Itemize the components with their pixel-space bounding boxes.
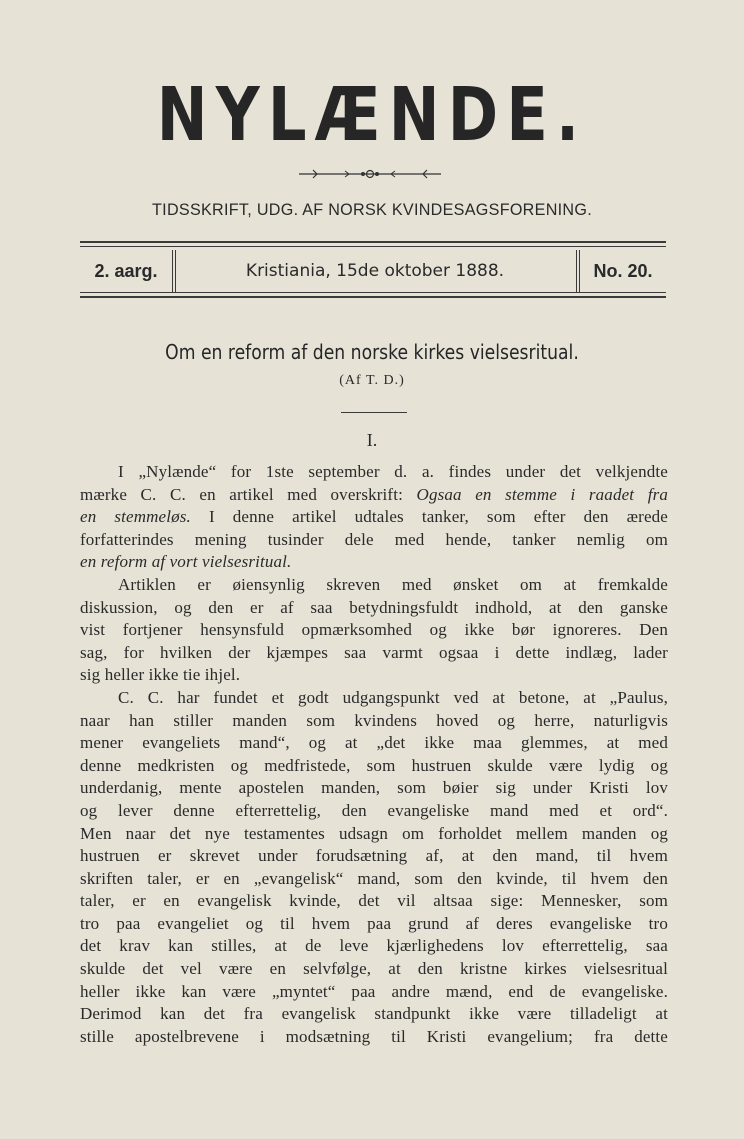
article-body bbox=[80, 461, 668, 1048]
article-byline: (Af T. D.) bbox=[339, 373, 405, 388]
header-rule-bottom bbox=[80, 296, 666, 298]
volume-label: 2. aarg. bbox=[94, 261, 158, 281]
text-line: stille apostelbrevene i modsætning til Kristi evangelium; fra dette bbox=[80, 1026, 668, 1046]
text-line: heller ikke kan være „myntet“ paa andre mænd, end de evangeliske. bbox=[80, 981, 668, 1001]
text-line: denne medkristen og medfristede, som hustruen skulde være lydig og bbox=[80, 755, 668, 775]
text-line: C. C. har fundet et godt udgangspunkt ved at betone, at „Paulus, bbox=[118, 687, 668, 707]
text-line: naar han stiller manden som kvindens hoved og herre, naturligvis bbox=[80, 710, 668, 730]
issue-number: No. 20. bbox=[593, 261, 653, 281]
text-line: mærke C. C. en artikel med overskrift: Ogsaa en stemme i raadet fra bbox=[80, 484, 668, 504]
article-title: Om en reform af den norske kirkes vielsesritual. bbox=[165, 340, 579, 364]
text-line: Men naar det nye testamentes udsagn om forholdet mellem manden og bbox=[80, 823, 668, 843]
text-line: og lever denne efterrettelig, den evangeliske mand med et ord“. bbox=[80, 800, 668, 820]
text-line: Derimod kan det fra evangelisk standpunkt ikke være tilladeligt at bbox=[80, 1004, 668, 1024]
header-rule-bottom-thin bbox=[80, 292, 666, 293]
place-date: Kristiania, 15de oktober 1888. bbox=[245, 261, 505, 281]
text-line: underdanig, mente apostelen manden, som bøier sig under Kristi lov bbox=[80, 778, 668, 798]
text-line: diskussion, og den er af saa betydningsfuldt indhold, at den ganske bbox=[80, 597, 668, 617]
text-line: skriften taler, er en „evangelisk“ mand, som den kvinde, til hvem den bbox=[80, 868, 668, 888]
text-line: sag, for hvilken der kjæmpes saa varmt ogsaa i dette indlæg, lader bbox=[80, 642, 668, 662]
text-line: mener evangeliets mand“, og at „det ikke maa glemmes, at med bbox=[80, 733, 668, 753]
text-line: skulde det vel være en selvfølge, at den kristne kirkes vielsesritual bbox=[80, 959, 668, 979]
text-line: sig heller ikke tie ihjel. bbox=[80, 665, 241, 685]
header-rule-top-thin bbox=[80, 246, 666, 247]
header-rule-top bbox=[80, 241, 666, 243]
section-numeral: I. bbox=[366, 430, 378, 450]
text-line: det krav kan stilles, at de leve kjærlighedens lov efterrettelig, saa bbox=[80, 936, 668, 956]
text-line: Artiklen er øiensynlig skreven med ønsket om at fremkalde bbox=[118, 574, 668, 594]
text-line: taler, er en evangelisk kvinde, det vil altsaa sige: Mennesker, som bbox=[80, 891, 668, 911]
issue-info-row bbox=[80, 250, 666, 292]
text-line: vist fortjener hensynsfuld opmærksomhed og ikke bør ignoreres. Den bbox=[80, 620, 668, 640]
text-line: en stemmeløs. I denne artikel udtales tanker, som efter den ærede bbox=[80, 507, 668, 527]
text-line: tro paa evangeliet og til hvem paa grund af deres evangeliske tro bbox=[80, 913, 668, 933]
text-line: I „Nylænde“ for 1ste september d. a. findes under det velkjendte bbox=[118, 462, 668, 481]
publication-subtitle: TIDSSKRIFT, UDG. AF NORSK KVINDESAGSFORENING. bbox=[152, 200, 592, 219]
column-separator bbox=[576, 250, 577, 292]
column-separator bbox=[172, 250, 173, 292]
text-line: en reform af vort vielsesritual. bbox=[80, 552, 292, 572]
ornament-divider bbox=[295, 167, 445, 181]
text-line: forfatterindes mening tusinder dele med hende, tanker nemlig om bbox=[80, 529, 668, 549]
text-line: hustruen er skrevet under forudsætning af, at den mand, til hvem bbox=[80, 846, 668, 866]
title-divider bbox=[341, 412, 407, 413]
masthead-title: NYLÆNDE. bbox=[156, 72, 588, 158]
